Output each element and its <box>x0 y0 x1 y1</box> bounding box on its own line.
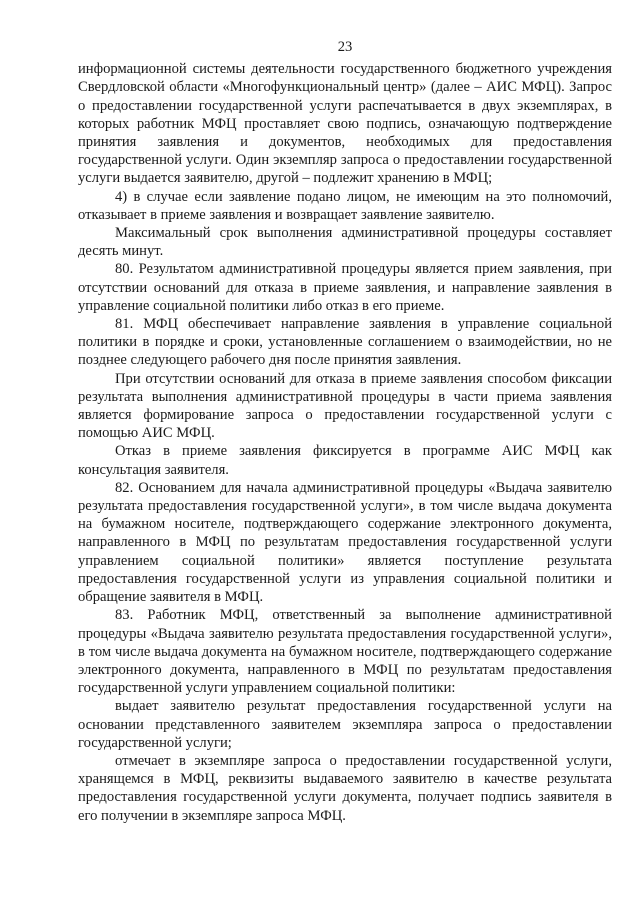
paragraph-max-duration: Максимальный срок выполнения административной процедуры составляет десять минут. <box>78 225 612 260</box>
paragraph-fixation: При отсутствии оснований для отказа в приеме заявления способом фиксации результата выполнения административной процедуры в части приема заявления является формирование запроса о предоставлении государственной услуги с помощью АИС МФЦ. <box>78 370 612 442</box>
paragraph-issues-result: выдает заявителю результат предоставления государственной услуги на основании представленного заявителем экземпляра запроса о предоставлении государственной услуги; <box>78 698 612 751</box>
paragraph-marks-request: отмечает в экземпляре запроса о предоставлении государственной услуги, хранящемся в МФЦ, реквизиты выдаваемого заявителю в качестве результата предоставления государственной услуги документа, получает подпись заявителя в его получении в экземпляре запроса МФЦ. <box>78 752 612 824</box>
paragraph-refusal: Отказ в приеме заявления фиксируется в программе АИС МФЦ как консультация заявителя. <box>78 443 612 478</box>
paragraph-item-4: 4) в случае если заявление подано лицом, не имеющим на это полномочий, отказывает в приеме заявления и возвращает заявление заявителю. <box>78 188 612 223</box>
paragraph-81: 81. МФЦ обеспечивает направление заявления в управление социальной политики в порядке и сроки, установленные соглашением о взаимодействии, но не позднее следующего рабочего дня после принятия заявления. <box>78 316 612 369</box>
paragraph-continuation: информационной системы деятельности государственного бюджетного учреждения Свердловской области «Многофункциональный центр» (далее – АИС МФЦ). Запрос о предоставлении государственной услуги распечатывается в двух экземплярах, в которых работник МФЦ проставляет свою подпись, означающую подтверждение принятия заявления и документов, необходимых для предоставления государственной услуги. Один экземпляр запроса о предоставлении государственной услуги выдается заявителю, другой – подлежит хранению в МФЦ; <box>78 61 612 187</box>
paragraph-80: 80. Результатом административной процедуры является прием заявления, при отсутствии оснований для отказа в приеме заявления, и направление заявления в управление социальной политики либо отказ в его приеме. <box>78 261 612 314</box>
document-page <box>78 38 612 825</box>
page-number: 23 <box>337 39 353 55</box>
paragraph-83: 83. Работник МФЦ, ответственный за выполнение административной процедуры «Выдача заявителю результата предоставления государственной услуги», в том числе выдача документа на бумажном носителе, подтверждающего содержание электронного документа, направленного в МФЦ по результатам предоставления государственной услуги управлением социальной политики: <box>78 607 612 697</box>
paragraph-82: 82. Основанием для начала административной процедуры «Выдача заявителю результата предоставления государственной услуги», в том числе выдача документа на бумажном носителе, подтверждающего содержание электронного документа, направленного в МФЦ по результатам предоставления государственной услуги управлением социальной политики» является поступление результата предоставления государственной услуги из управления социальной политики и обращение заявителя в МФЦ. <box>78 479 612 606</box>
